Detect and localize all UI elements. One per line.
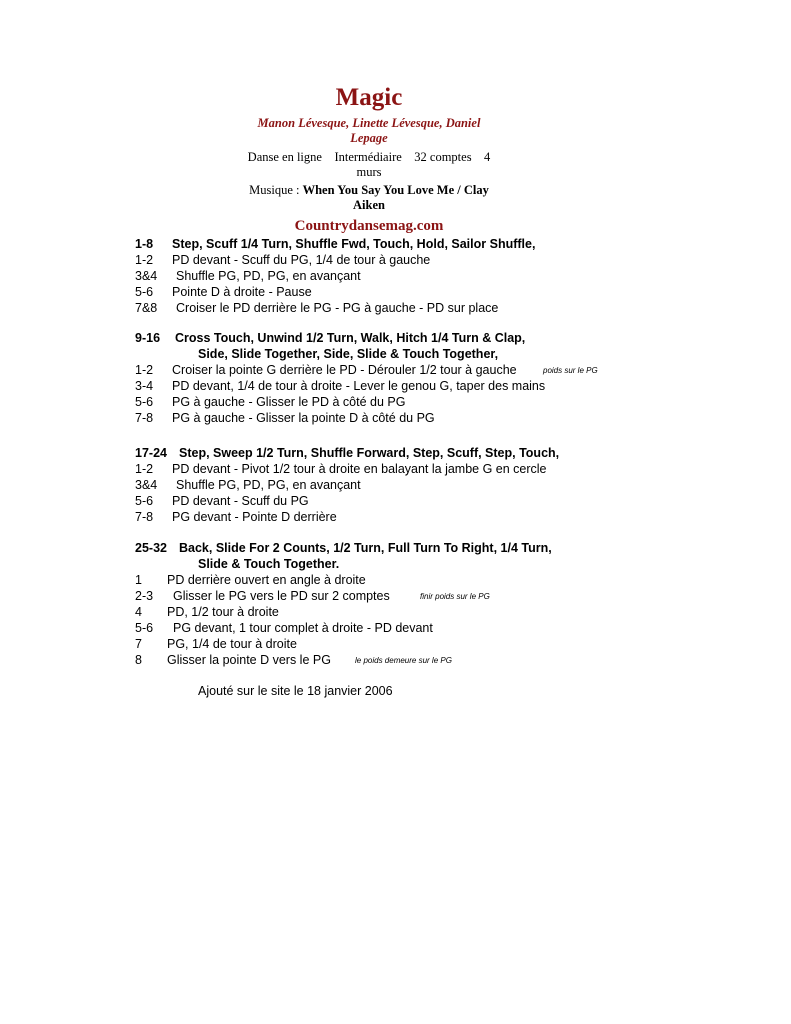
section-title: Step, Sweep 1/2 Turn, Shuffle Forward, Step, Scuff, Step, Touch, [179,446,560,460]
step-line [135,461,547,477]
dance-title: Magic [335,84,403,111]
step-line [135,620,433,636]
step-line [135,509,337,525]
step-text: Croiser la pointe G derrière le PD - Dérouler 1/2 tour à gauche [172,363,517,377]
step-text: Glisser la pointe D vers le PG [167,653,331,667]
step-text: PD devant - Pivot 1/2 tour à droite en balayant la jambe G en cercle [172,462,547,476]
step-text: PG devant - Pointe D derrière [172,510,337,524]
section-title: Cross Touch, Unwind 1/2 Turn, Walk, Hitch 1/4 Turn & Clap, [175,331,526,345]
step-count: 7-8 [135,411,154,425]
step-text: Pointe D à droite - Pause [172,285,312,299]
music-title: When You Say You Love Me / Clay Aiken [302,183,489,212]
step-text: PG devant, 1 tour complet à droite - PD devant [173,621,433,635]
section-header [135,330,525,346]
step-text: PG à gauche - Glisser la pointe D à côté du PG [172,411,435,425]
step-line [135,394,405,410]
step-count: 7-8 [135,510,154,524]
step-count: 7&8 [135,301,158,315]
step-count: 1 [135,573,142,587]
date-added: Ajouté sur le site le 18 janvier 2006 [198,684,393,698]
step-line [135,378,545,394]
step-line [135,493,309,509]
weight-note: finir poids sur le PG [420,592,490,601]
section-header [135,540,552,556]
step-text: PD devant - Scuff du PG, 1/4 de tour à gauche [172,253,431,267]
step-count: 1-2 [135,363,154,377]
step-text: PG à gauche - Glisser le PD à côté du PG [172,395,406,409]
section-title: Step, Scuff 1/4 Turn, Shuffle Fwd, Touch, Hold, Sailor Shuffle, [172,237,536,251]
step-line [135,300,498,316]
section-count: 9-16 [135,331,161,345]
section-title: Back, Slide For 2 Counts, 1/2 Turn, Full Turn To Right, 1/4 Turn, [179,541,552,555]
section-header [135,236,535,252]
step-text: Glisser le PG vers le PD sur 2 comptes [173,589,390,603]
step-line [135,636,297,652]
choreographers: Manon Lévesque, Linette Lévesque, Daniel Lepage [257,116,481,145]
step-text: PG, 1/4 de tour à droite [167,637,297,651]
weight-note: le poids demeure sur le PG [355,656,452,665]
step-line [135,362,517,378]
step-text: PD devant, 1/4 de tour à droite - Lever le genou G, taper des mains [172,379,546,393]
dance-info: Danse en ligne Intermédiaire 32 comptes 4 murs [247,150,494,179]
step-count: 1-2 [135,462,154,476]
step-count: 1-2 [135,253,154,267]
step-count: 5-6 [135,285,154,299]
section-count: 17-24 [135,446,167,460]
step-line [135,477,361,493]
step-count: 2-3 [135,589,154,603]
music-label: Musique : [249,183,303,197]
step-text: PD derrière ouvert en angle à droite [167,573,366,587]
step-line [135,410,435,426]
step-count: 4 [135,605,142,619]
step-line [135,252,430,268]
step-count: 8 [135,653,142,667]
step-text: Shuffle PG, PD, PG, en avançant [176,478,361,492]
section-count: 25-32 [135,541,167,555]
section-count: 1-8 [135,237,154,251]
step-line [135,284,312,300]
step-text: PD, 1/2 tour à droite [167,605,279,619]
step-line [135,652,331,668]
step-text: Croiser le PD derrière le PG - PG à gauche - PD sur place [176,301,499,315]
step-count: 3&4 [135,478,158,492]
step-line [135,268,361,284]
section-title-continued: Slide & Touch Together. [198,557,340,571]
step-line [135,604,279,620]
step-count: 5-6 [135,395,154,409]
step-count: 5-6 [135,494,154,508]
site-name: Countrydansemag.com [294,218,444,234]
step-line [135,588,390,604]
step-count: 3-4 [135,379,154,393]
step-text: PD devant - Scuff du PG [172,494,309,508]
music-info [243,183,495,213]
weight-note: poids sur le PG [543,366,598,375]
step-text: Shuffle PG, PD, PG, en avançant [176,269,361,283]
step-line [135,572,366,588]
section-title-continued: Side, Slide Together, Side, Slide & Touch Together, [198,347,499,361]
section-header [135,445,559,461]
step-count: 5-6 [135,621,154,635]
step-count: 3&4 [135,269,158,283]
step-count: 7 [135,637,142,651]
